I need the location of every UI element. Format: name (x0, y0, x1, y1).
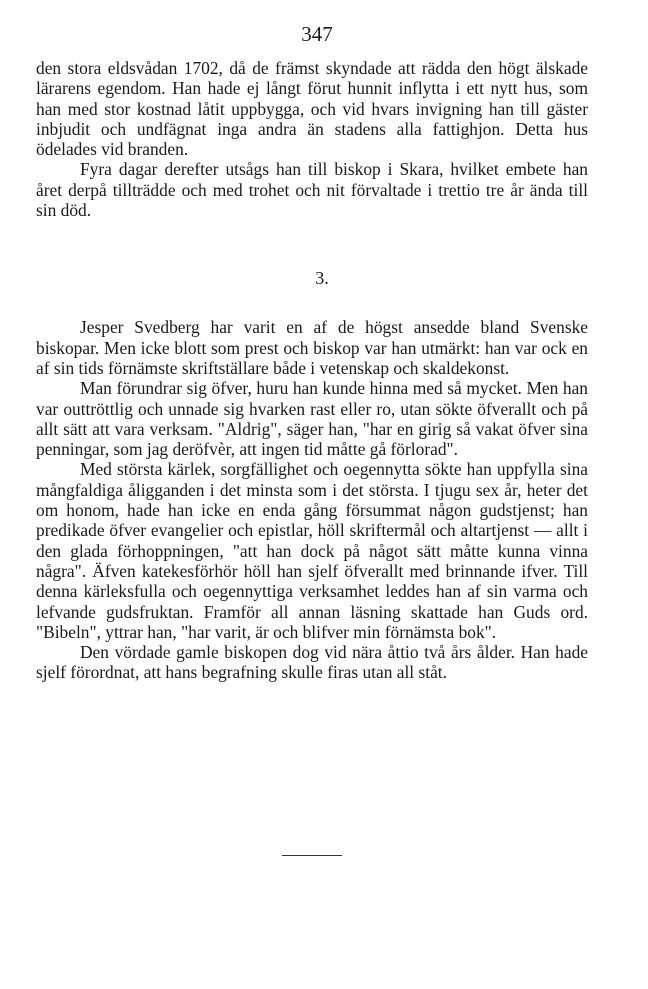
end-rule (282, 855, 342, 856)
paragraph-death: Den vördade gamle biskopen dog vid nära åttio två års ålder. Han hade sjelf förordnat, att hans begrafning skulle firas utan all ståt. (36, 642, 588, 683)
paragraph-svedberg-intro: Jesper Svedberg har varit en af de högst ansedde bland Svenske biskopar. Men icke blott som prest och biskop var han utmärkt: han var ock en af sin tids förnämste skriftställare både i vetenskap och skaldekonst. (36, 317, 588, 378)
page-number: 347 (301, 22, 333, 46)
paragraph-duties: Med största kärlek, sorgfällighet och oegennytta sökte han uppfylla sina mångfaldiga åligganden i det minsta som i det största. I tjugu sex år, heter det om honom, hade han icke en enda gång försummat någon gudstjenst; han predikade öfver evangelier och epistlar, höll skriftermål och altartjenst — allt i den glada förhoppningen, "att han dock på något sätt måtte kunna vinna några". Äfven katekesförhör höll han sjelf öfverallt med brinnande ifver. Till denna kärleksfulla och oegennyttiga verksamhet leddes han af sin varma och lefvande gudsfruktan. Framför all annan läsning skattade han Guds ord. "Bibeln", yttrar han, "har varit, är och blifver min förnämsta bok". (36, 459, 588, 642)
paragraph-continued: den stora eldsvådan 1702, då de främst skyndade att rädda den högt älskade lärarens egendom. Han hade ej långt förut hunnit inflytta i ett nytt hus, som han med stor kostnad låtit uppbygga, och vid hvars invigning han till gäster inbjudit och undfägnat inga andra än stadens alla fattighjon. Detta hus ödelades vid branden. (36, 58, 588, 160)
section-number: 3. (315, 268, 329, 289)
paragraph-diligence: Man förundrar sig öfver, huru han kunde hinna med så mycket. Men han var outtröttlig och unnade sig hvarken rast eller ro, utan sökte öfverallt och på allt sätt att vara verksam. "Aldrig", säger han, "har en girig så vakat öfver sina penningar, som jag deröfvèr, att ingen tid måtte gå förlorad". (36, 378, 588, 460)
book-page (36, 22, 588, 683)
paragraph-bishop-skara: Fyra dagar derefter utsågs han till biskop i Skara, hvilket embete han året derpå tillträdde och med trohet och nit förvaltade i trettio tre år ända till sin död. (36, 159, 588, 221)
